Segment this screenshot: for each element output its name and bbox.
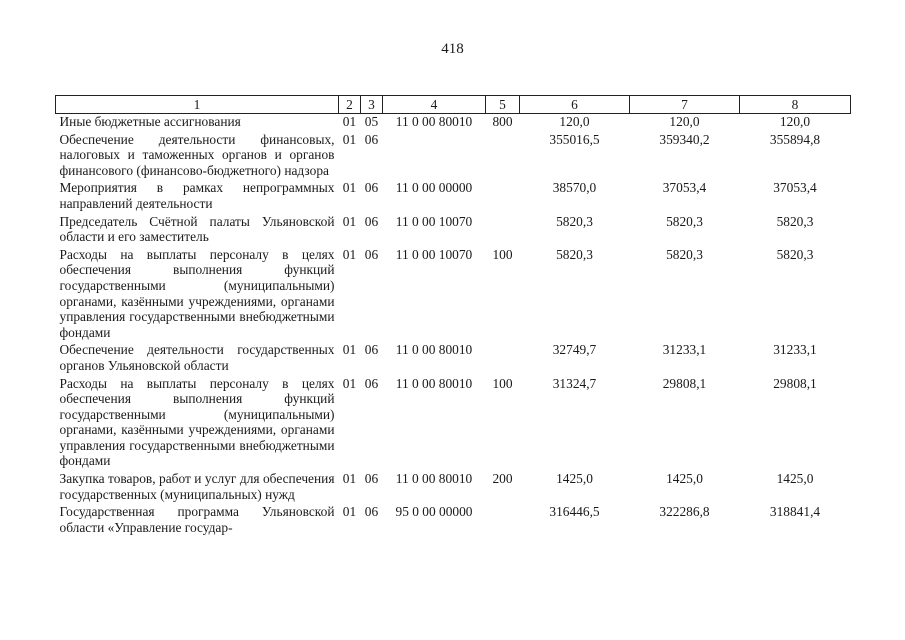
row-code-3: 06: [364, 180, 379, 196]
row-code-5: [486, 132, 520, 181]
row-value-8: 318841,4: [769, 504, 821, 520]
row-value-6: 32749,7: [552, 342, 597, 358]
header-row: [56, 96, 851, 114]
row-value-6: 355016,5: [549, 131, 600, 147]
row-value-6: 38570,0: [552, 180, 597, 196]
row-code-3: 05: [364, 114, 379, 129]
row-code-5: 800: [492, 114, 513, 129]
row-code-4: 11 0 00 10070: [395, 246, 473, 262]
row-code-2: 01: [342, 342, 357, 358]
budget-table: [55, 95, 851, 537]
row-name: Государственная программа Ульяновской области «Управление государ-: [59, 504, 335, 535]
row-code-3: 06: [364, 504, 379, 520]
row-name: Обеспечение деятельности финансовых, налоговых и таможенных органов и органов финансового (финансово-бюджетного) надзора: [59, 131, 335, 178]
column-header: 6: [520, 96, 630, 114]
row-code-2: 01: [342, 504, 357, 520]
row-value-8: 120,0: [779, 114, 811, 129]
row-value-6: 31324,7: [552, 375, 597, 391]
table-row: [56, 247, 851, 343]
row-code-4: 11 0 00 00000: [395, 180, 473, 196]
row-value-8: 1425,0: [776, 471, 814, 487]
row-code-4: 11 0 00 10070: [395, 213, 473, 229]
row-code-2: 01: [342, 180, 357, 196]
row-value-6: 5820,3: [556, 213, 593, 229]
row-code-4: 11 0 00 80010: [395, 114, 473, 129]
row-value-8: 5820,3: [776, 246, 814, 262]
row-value-7: 5820,3: [666, 246, 703, 262]
row-code-5: [486, 504, 520, 537]
table-row: [56, 114, 851, 132]
row-code-4: 11 0 00 80010: [395, 342, 473, 358]
column-header: 4: [383, 96, 486, 114]
row-value-6: 120,0: [559, 114, 590, 129]
row-value-8: 5820,3: [776, 213, 814, 229]
column-header: 3: [361, 96, 383, 114]
row-code-5: [486, 214, 520, 247]
row-value-6: 316446,5: [549, 504, 600, 520]
row-code-2: 01: [342, 114, 357, 129]
row-code-5: 100: [492, 375, 513, 391]
row-code-3: 06: [364, 246, 379, 262]
table-row: [56, 180, 851, 213]
row-code-4: [383, 132, 486, 181]
table-row: [56, 132, 851, 181]
column-header: 5: [486, 96, 520, 114]
row-code-5: [486, 342, 520, 375]
row-value-8: 29808,1: [773, 375, 817, 391]
row-code-2: 01: [342, 213, 357, 229]
row-name: Мероприятия в рамках непрограммных направлений деятельности: [59, 180, 335, 211]
column-header: 7: [630, 96, 740, 114]
column-header: 1: [56, 96, 339, 114]
row-code-4: 95 0 00 00000: [395, 504, 473, 520]
row-value-8: 31233,1: [773, 342, 817, 358]
row-code-4: 11 0 00 80010: [395, 471, 473, 487]
row-code-2: 01: [342, 246, 357, 262]
row-value-8: 355894,8: [769, 131, 821, 147]
table-body: [56, 114, 851, 538]
table-row: [56, 376, 851, 472]
row-code-2: 01: [342, 471, 357, 487]
row-code-5: 200: [492, 471, 513, 487]
row-code-2: 01: [342, 131, 357, 147]
row-value-6: 5820,3: [556, 246, 593, 262]
row-value-7: 37053,4: [662, 180, 707, 196]
column-header: 8: [740, 96, 851, 114]
row-value-7: 1425,0: [666, 471, 703, 487]
row-name: Расходы на выплаты персоналу в целях обеспечения выполнения функций государственными (муниципальными) органами, казёнными учреждениями, органами управления государственными внебюджетными фондами: [59, 375, 335, 469]
row-name: Обеспечение деятельности государственных органов Ульяновской области: [59, 342, 335, 373]
row-code-4: 11 0 00 80010: [395, 375, 473, 391]
row-name: Закупка товаров, работ и услуг для обеспечения государственных (муниципальных) нужд: [59, 471, 335, 502]
row-value-6: 1425,0: [556, 471, 593, 487]
row-name: Председатель Счётной палаты Ульяновской области и его заместитель: [59, 213, 335, 245]
page-number: 418: [441, 41, 464, 57]
row-code-2: 01: [342, 375, 357, 391]
table-row: [56, 214, 851, 247]
table-row: [56, 504, 851, 537]
row-value-8: 37053,4: [773, 180, 817, 196]
row-name: Иные бюджетные ассигнования: [59, 114, 241, 129]
row-code-3: 06: [364, 375, 379, 391]
row-value-7: 5820,3: [666, 213, 703, 229]
table-row: [56, 342, 851, 375]
row-value-7: 359340,2: [659, 131, 710, 147]
row-code-3: 06: [364, 342, 379, 358]
row-code-3: 06: [364, 471, 379, 487]
row-code-5: 100: [492, 246, 513, 262]
row-value-7: 29808,1: [662, 375, 707, 391]
row-code-3: 06: [364, 131, 379, 147]
row-value-7: 120,0: [669, 114, 700, 129]
row-code-5: [486, 180, 520, 213]
table-row: [56, 471, 851, 504]
row-code-3: 06: [364, 213, 379, 229]
row-value-7: 322286,8: [659, 504, 710, 520]
row-name: Расходы на выплаты персоналу в целях обеспечения выполнения функций государственными (муниципальными) органами, казёнными учреждениями, органами управления государственными внебюджетными фондами: [59, 246, 335, 340]
column-header: 2: [339, 96, 361, 114]
row-value-7: 31233,1: [662, 342, 707, 358]
